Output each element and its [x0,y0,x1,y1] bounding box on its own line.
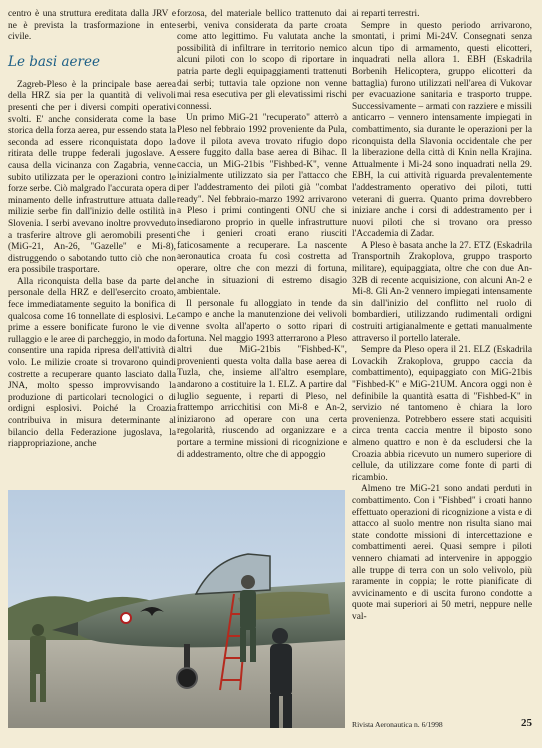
wheel [177,668,197,688]
paragraph: A Pleso è basata anche la 27. ETZ (Eskadrila Transportnih Zrakoplova, gruppo trasporto militare), equipaggiata, oltre che con due An-32B di recente acquisizione, con alcuni An-2 e Mi-8. Gli An-2 vennero impiegati intensamente sin dall'inizio del conflitto nel ruolo di bombardieri, utilizzando rudimentali ordigni costruiti artigianalmente e gettati manualmente attraverso il portello laterale. [352,240,532,344]
page-footer [352,717,532,729]
text-column-2 [177,9,347,461]
mig21-photo-illustration [8,490,345,728]
journal-name: Rivista Aeronautica n. 6/1998 [352,720,443,729]
paragraph: Un primo MiG-21 "recuperato" atterrò a Pleso nel febbraio 1992 proveniente da Pula, dove il pilota aveva trovato rifugio dopo essere fuggito dalla base aerea di Bihac. Il caccia, un MiG-21bis "Fishbed-K", venne inizialmente utilizzato sia per l'attacco che per l'addestramento dei piloti già "combat ready". Nel febbraio-marzo 1992 arrivarono a Pleso i primi contingenti ONU che si insediarono proprio in quelle infrastrutture che i genieri croati erano riusciti faticosamente a recuperare. La nascente aeronautica croata fu così costretta ad operare, oltre che con mezzi di fortuna, anche in situazioni di estremo disagio ambientale. [177,113,347,298]
paragraph: ai reparti terrestri. [352,9,420,19]
text-column-3 [352,9,532,623]
paragraph: forzosa, del materiale bellico trattenuto dai serbi, veniva considerata da parte croata come atto legittimo. Fu valutata anche la possibilità di infiltrare in territorio nemico alcuni piloti con lo scopo di riportare in patria parte degli equipaggiamenti trattenuti dai serbi; tuttavia tale opzione non venne mai resa esecutiva per gli elevatissimi rischi connessi. [177,9,347,112]
page-number: 25 [521,717,532,729]
paragraph: Sempre in questo periodo arrivarono, smontati, i primi Mi-24V. Consegnati senza alcun tipo di armamento, questi elicotteri, inquadrati nella allora 1. EBH (Eskadrila Borbenih Helicoptera, gruppo elicotteri da battaglia) furono utilizzati nell'area di Vukovar per evacuazione sanitaria e trasporto truppe. Successivamente – armati con razziere e missili anticarro – vennero intensamente impiegati in combattimento, sia durante le operazioni per la riconquista della Slavonia occidentale che per la liberazione della città di Knin nella Krajina. Attualmente i Mi-24 sono inquadrati nella 29. EBH, la cui attività riguarda prevalentemente l'addestramento operativo dei piloti, tutti veterani di guerra. Quanto prima dovrebbero iniziare anche i corsi di addestramento per i nuovi piloti che si trovano ora presso l'Accademia di Zadar. [352,20,532,240]
section-heading: Le basi aeree [8,53,100,70]
tarmac [8,640,345,728]
roundel-icon [121,613,131,623]
paragraph: Alla riconquista della base da parte del personale della HRZ e dell'esercito croato, fece immediatamente seguito la bonifica di qualcosa come 16 tonnellate di esplosivi. Le prime a essere bonificate furono le vie di rullaggio e le aree di parcheggio, in modo da consentire una rapida ripresa dell'attività di volo. Le milizie croate si trovarono quindi costrette a recuperare quanto lasciato dalla JNA, molto spesso improvvisando la produzione di particolari tecnologici o di ordigni esplosivi. Poiché la Croazia contribuiva in misura determinante al bilancio della Federazione jugoslava, la riappropriazione, anche [8,276,176,450]
paragraph: Zagreb-Pleso è la principale base aerea della HRZ sia per la quantità di velivoli presenti che per i diversi compiti operativi svolti. E' anche considerata come la base storica della forza aerea, pur essendo stata la seconda ad essere riconquistata dopo la ritirata delle truppe federali jugoslave. A causa della vicinanza con Zagabria, venne subito utilizzata per le operazioni contro le forze serbe. Ciò malgrado l'accurata opera di minamento delle infrastrutture attuata dalle milizie serbe fin dall'inizio delle ostilità in Slovenia. I serbi avevano inoltre provveduto a trasferire altrove gli aeromobili presenti (MiG-21, An-26, "Gazelle" e Mi-8), distruggendo o sabotando tutto ciò che non era possibile trasportare. [8,79,177,276]
paragraph: Il personale fu alloggiato in tende da campo e anche la manutenzione dei velivoli venne svolta all'aperto o sotto ripari di fortuna. Nel maggio 1993 atterrarono a Pleso altri due MiG-21bis "Fishbed-K", provenienti questa volta dalla base aerea di Tuzla, che, insieme all'altro esemplare, andarono a costituire la 1. ELZ. A partire dal luglio seguente, i reparti di Pleso, nel frattempo arricchitisi con Mi-8 e An-2, iniziarono ad operare con una certa regolarità, riuscendo ad organizzare e a portare a termine missioni di ricognizione e di addestramento, oltre che di appoggio [177,298,347,460]
aircraft-photo [8,490,345,728]
paragraph: Almeno tre MiG-21 sono andati perduti in combattimento. Con i "Fishbed" i croati hanno effettuato operazioni di ricognizione a vista e di attacco al suolo mentre non risulta siano mai state condotte missioni di intercettazione e combattimenti aerei. Quasi sempre i piloti vennero chiamati ad intervenire in appoggio alle truppe di terra con un solo velivolo, più raramente in coppia; le rotte pianificate di avvicinamento e di uscita furono condotte a quote mai superiori ai 50 metri, neppure nelle val- [352,484,532,622]
intro-paragraph: centro è una struttura ereditata dalla JRV e ne è prevista la trasformazione in ente civile. [8,9,176,43]
text-column-1 [8,9,176,451]
paragraph: Sempre da Pleso opera il 21. ELZ (Eskadrila Lovackih Zrakoplova, gruppo caccia da combattimento), equipaggiato con MiG-21bis "Fishbed-K" e MiG-21UM. Ancora oggi non è definibile la quantità esatta di "Fishbed-K" in servizio né tantomeno è chiara la loro provenienza. Potrebbero essere stati acquisiti circa trenta caccia mentre il biposto sono almeno quattro e non è da escludersi che la Croazia abbia ricevuto un numero superiore di cellule, da utilizzare come fonte di parti di ricambio. [352,345,532,483]
